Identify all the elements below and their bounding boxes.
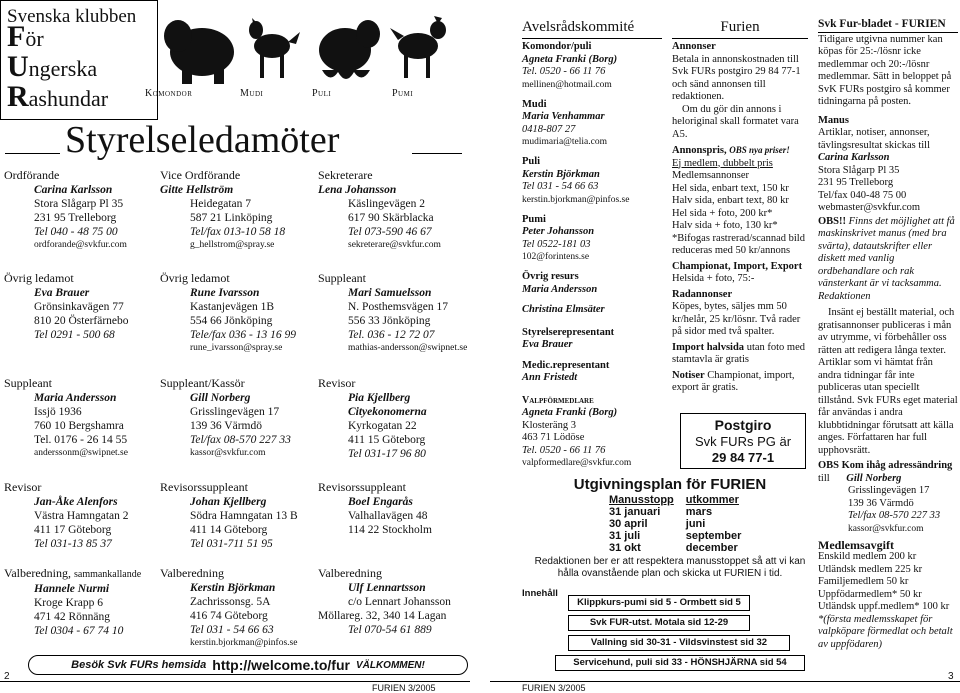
homepage-link[interactable]: http://welcome.to/fur	[212, 657, 350, 673]
title-rule-left	[5, 153, 60, 154]
komondor-dog-icon	[164, 20, 234, 84]
board-revisor-2: Revisor Jan-Åke Alenfors Västra Hamngatan 2 411 17 Göteborg Tel 031-13 85 37	[4, 480, 129, 550]
innehall-item: Servicehund, puli sid 33 - HÖNSHJÄRNA sid 54	[555, 655, 805, 671]
avelsrad-title: Avelsrådskommité	[522, 19, 635, 35]
furien-title: Furien	[720, 19, 760, 35]
breed-label-puli: Puli	[312, 88, 332, 99]
board-valberedning-2: Valberedning Kerstin Björkman Zachrissonsg. 5A 416 74 Göteborg Tel 031 - 54 66 63 kerstin.bjorkman@pinfos.se	[160, 566, 298, 648]
mudi-dog-icon	[249, 18, 300, 78]
page-title: Styrelseledamöter	[65, 119, 340, 161]
postgiro-box: Postgiro Svk FURs PG är 29 84 77-1	[680, 413, 806, 469]
club-line-2: För	[7, 20, 44, 53]
board-revisor-1: Revisor Pia Kjellberg Cityekonomerna Kyrkogatan 22 411 15 Göteborg Tel 031-17 96 80	[318, 376, 427, 460]
board-ovrig-ledamot-1: Övrig ledamot Eva Brauer Grönsinkavägen 77 810 20 Österfärnebo Tel 0291 - 500 68	[4, 271, 129, 341]
furien-column: Furien Annonser Betala in annonskostnaden till Svk FURs postgiro 29 84 77-1 och sänd annonsen till redaktionen. Om du gör din annons i heloriginal skall formatet vara A5. Annonspris, OBS nya priser! Ej medlem, dubbelt pris Medlemsannonser Hel sida, enbart text, 150 kr Halv sida, enbart text, 80 kr Hel sida + foto, 200 kr* Halv sida + foto, 130 kr* *Bifogas rastrerad/scannad bild reduceras med 50 kr/annons Championat, Import, Export Helsida + foto, 75:- Radannonser Köpes, bytes, säljes mm 50 kr/helår, 25 kr/lösnr. Två rader på sidor med två spalter. Import halvsida utan foto med stamtavla är gratis Notiser Championat, import, export är gratis.	[672, 18, 808, 395]
bladet-title: Svk Fur-bladet - FURIEN	[818, 18, 946, 30]
puli-dog-icon	[319, 20, 380, 79]
table-row: 31 okt december	[609, 542, 738, 554]
board-vice-ordforande: Vice Ordförande Gitte Hellström Heidegatan 7 587 21 Linköping Tel/fax 013-10 58 18 g_hellstrom@spray.se	[160, 168, 286, 250]
right-issue-label: FURIEN 3/2005	[522, 683, 586, 693]
left-issue-label: FURIEN 3/2005	[372, 683, 436, 693]
board-ovrig-ledamot-2: Övrig ledamot Rune Ivarsson Kastanjevägen 1B 554 66 Jönköping Tele/fax 036 - 13 16 99 rune_ivarsson@spray.se	[160, 271, 296, 353]
board-ordforande: Ordförande Carina Karlsson Stora Slågarp Pl 35 231 95 Trelleborg Tel 040 - 48 75 00 ordforande@svkfur.com	[4, 168, 127, 250]
table-row: 31 juli september	[609, 530, 742, 542]
board-kassor: Suppleant/Kassör Gill Norberg Grisslingevägen 17 139 36 Värmdö Tel/fax 08-570 227 33 kassor@svkfur.com	[160, 376, 291, 458]
utgivningsplan: Utgivningsplan för FURIEN Manusstopp utkommer 31 januari mars 30 april juni 31 juli september 31 okt december Redaktionen ber er att respektera manusstoppet så att vi kan hålla ovanstående plan och skicka ut FURIEN i tid.	[525, 476, 815, 580]
board-revisorssuppleant-1: Revisorssuppleant Johan Kjellberg Södra Hamngatan 13 B 411 14 Göteborg Tel 031-711 51 95	[160, 480, 298, 550]
pumi-dog-icon	[390, 16, 446, 78]
breed-label-mudi: Mudi	[240, 88, 264, 99]
right-page-number: 3	[948, 671, 954, 682]
breed-label-komondor: Komondor	[145, 88, 193, 99]
club-line-3: Ungerska	[7, 50, 98, 83]
board-revisorssuppleant-2: Revisorssuppleant Boel Engarås Valhallavägen 48 114 22 Stockholm	[318, 480, 432, 536]
homepage-banner: Besök Svk FURs hemsida http://welcome.to/fur VÄLKOMMEN!	[28, 655, 468, 675]
utgivningsplan-title: Utgivningsplan för FURIEN	[573, 476, 767, 493]
table-row: 31 januari mars	[609, 506, 713, 518]
utgivningsplan-table: Manusstopp utkommer 31 januari mars 30 april juni 31 juli september 31 okt december	[603, 494, 747, 554]
left-page-number: 2	[4, 671, 10, 682]
board-valberedning-1: Valberedning, sammankallande Hannele Nurmi Kroge Krapp 6 471 42 Rönnäng Tel 0304 - 67 74 10	[4, 566, 142, 637]
footer-rule-left	[0, 681, 470, 682]
title-rule-right	[412, 153, 462, 154]
board-valberedning-3: Valberedning Ulf Lennartsson c/o Lennart Johansson Möllareg. 32, 340 14 Lagan Tel 070-54 61 889	[318, 566, 451, 636]
dog-breeds-illustration	[160, 4, 460, 88]
board-suppleant-2: Suppleant Maria Andersson Issjö 1936 760 10 Bergshamra Tel. 0176 - 26 14 55 anderssonm@swipnet.se	[4, 376, 128, 458]
club-line-4: Rashundar	[7, 80, 109, 113]
board-suppleant-1: Suppleant Mari Samuelsson N. Posthemsvägen 17 556 33 Jönköping Tel. 036 - 12 72 07 mathias-andersson@swipnet.se	[318, 271, 468, 353]
club-name-box	[0, 0, 158, 120]
board-sekreterare: Sekreterare Lena Johansson Käslingevägen 2 617 90 Skärblacka Tel 073-590 46 67 sekreterare@svkfur.com	[318, 168, 441, 250]
table-row: 30 april juni	[609, 518, 706, 530]
bladet-column: Svk Fur-bladet - FURIEN Tidigare utgivna nummer kan köpas för 25:-/lösnr icke medlemmar och 20:-/lösnr medlemmar. Sätt in beloppet på SvK FURs postgiro så kommer tidningarna på posten. Manus Artiklar, notiser, annonser, tävlingsresultat skickas till Carina Karlsson Stora Slågarp Pl 35 231 95 Trelleborg Tel/fax 040-48 75 00 webmaster@svkfur.com OBS!! Finns det möjlighet att få maskinskrivet manus (med bra svärta), datautskrifter eller diskett med vanlig ordbehandlare och rak vänsterkant är vi tacksamma. Redaktionen Insänt ej beställt material, och gratisannonser publiceras i mån av utrymme, vi förbehåller oss rätten att redigera långa texter. Artiklar som vi hämtat från andra tidningar får inte publiceras utan speciellt tillstånd. Svk FURs eget material får användas i andra klubbtidningar förutsatt att källa anges. Författaren har full upphovsrätt. OBS Kom ihåg adressändring till Gill Norberg Grisslingevägen 17 139 36 Värmdö Tel/fax 08-570 227 33 kassor@svkfur.com Medlemsavgift Enskild medlem 200 kr Utländsk medlem 225 kr Familjemedlem 50 kr Uppfödarmedlem* 50 kr Utländsk uppf.medlem* 100 kr *(första medlemsskapet för valpköpare förmedlat och betalt av uppfödaren)	[818, 18, 958, 650]
innehall-item: Vallning sid 30-31 - Vildsvinstest sid 32	[568, 635, 790, 651]
innehall-item: Svk FUR-utst. Motala sid 12-29	[568, 615, 750, 631]
club-line-1: Svenska klubben	[7, 6, 137, 27]
innehall-item: Klippkurs-pumi sid 5 - Ormbett sid 5	[568, 595, 750, 611]
innehall-label: Innehåll	[522, 588, 558, 599]
footer-rule-right	[490, 681, 960, 682]
avelsrad-column: Avelsrådskommité Komondor/puli Agneta Franki (Borg) Tel. 0520 - 66 11 76 mellinen@hotmail.com Mudi Maria Venhammar 0418-807 27 mudimaria@telia.com Puli Kerstin Björkman Tel 031 - 54 66 63 kerstin.bjorkman@pinfos.se Pumi Peter Johansson Tel 0522-181 03 102@forintens.se Övrig resurs Maria Andersson Christina Elmsäter Styrelserepresentant Eva Brauer Medic.representant Ann Fristedt Valpförmedlare Agneta Franki (Borg) Klosteräng 3 463 71 Lödöse Tel. 0520 - 66 11 76 valpformedlare@svkfur.com	[522, 18, 662, 469]
breed-label-pumi: Pumi	[392, 88, 414, 99]
